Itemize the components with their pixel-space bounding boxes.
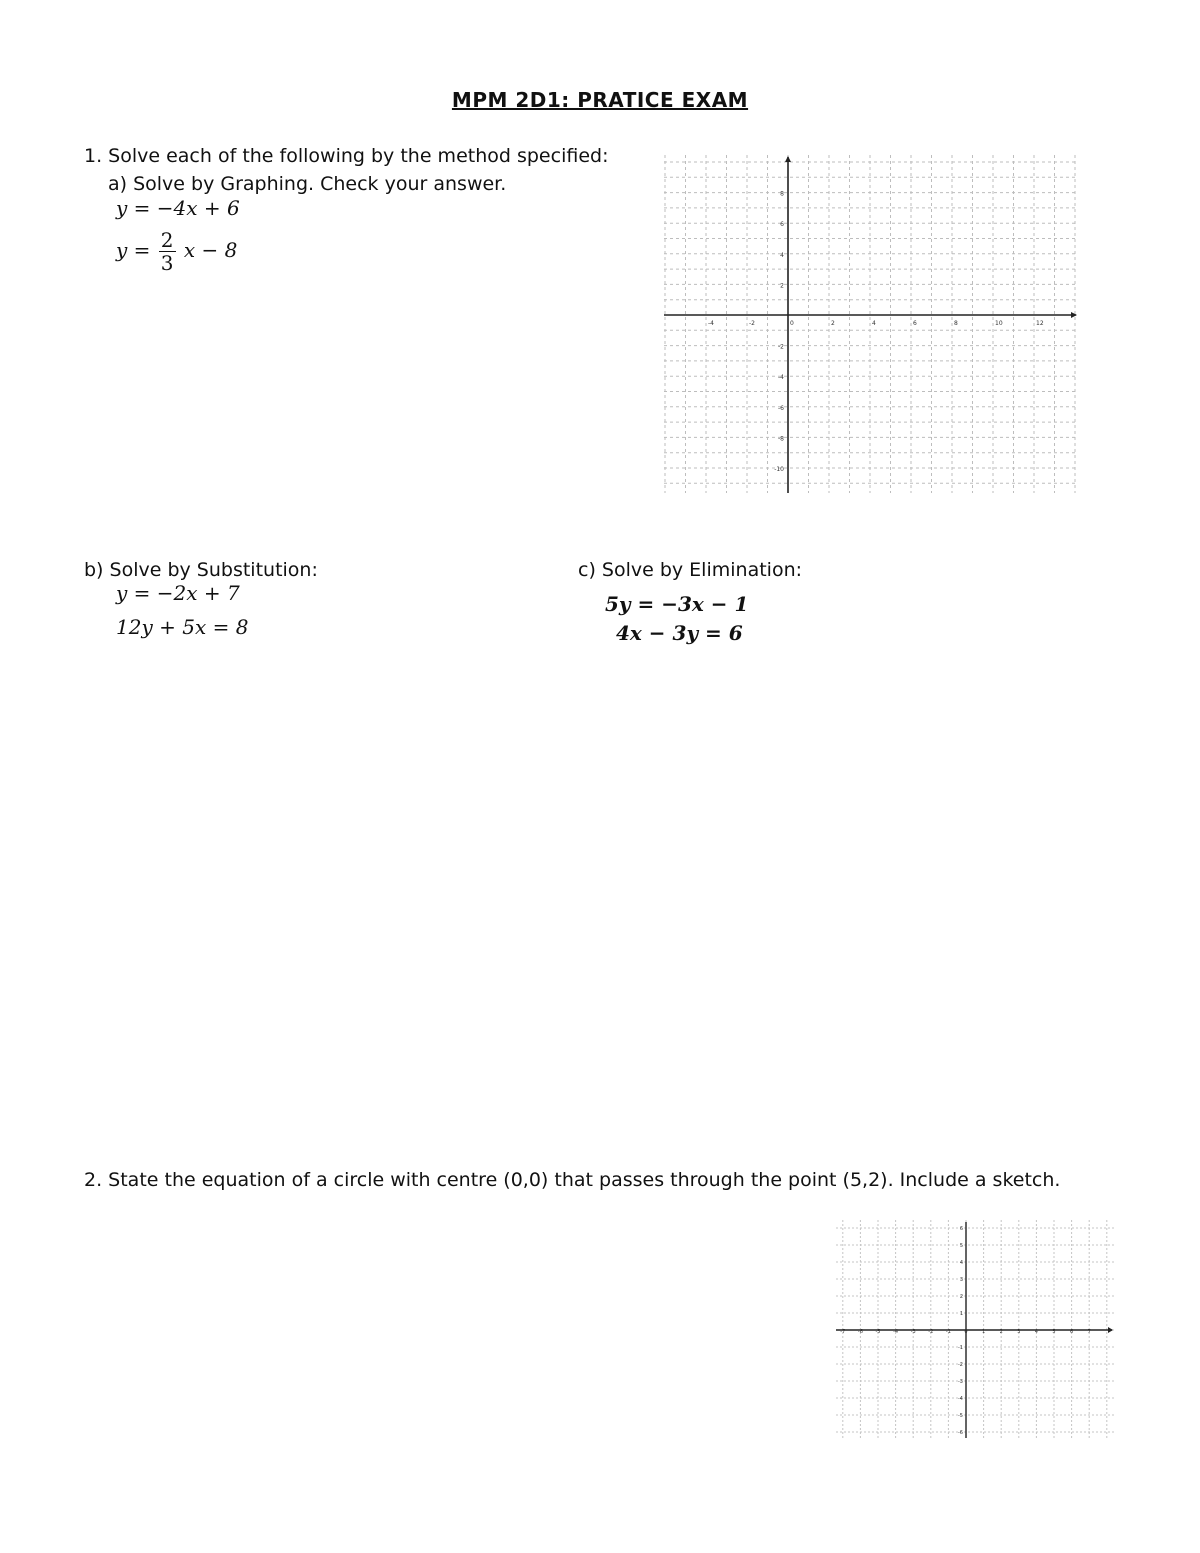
y-tick-label: -6 — [778, 404, 784, 412]
y-tick-label: 1 — [959, 1311, 963, 1317]
x-tick-label: 1 — [982, 1329, 986, 1335]
x-tick-label: 4 — [872, 320, 876, 327]
part-b-equation-2: 12y + 5x = 8 — [116, 615, 249, 639]
coordinate-grid-2 — [836, 1220, 1114, 1438]
y-tick-label: 3 — [959, 1277, 963, 1283]
x-tick-label: 6 — [913, 320, 917, 327]
y-tick-label: -8 — [778, 435, 784, 443]
x-tick-label: -6 — [857, 1329, 863, 1335]
y-tick-label: 6 — [780, 221, 784, 229]
x-tick-label: 10 — [995, 320, 1003, 327]
coordinate-grid-1 — [664, 155, 1078, 493]
x-tick-label: 3 — [1017, 1329, 1021, 1335]
y-axis-arrow-icon — [785, 156, 791, 162]
grid-lines — [664, 155, 1078, 493]
y-tick-label: -5 — [958, 1413, 963, 1419]
x-axis-arrow-icon — [1108, 1327, 1113, 1333]
question-1-stem: 1. Solve each of the following by the method specified: — [84, 145, 609, 167]
x-tick-label: 0 — [790, 320, 794, 327]
x-tick-label: -2 — [928, 1329, 934, 1335]
x-tick-label: 4 — [1034, 1329, 1038, 1335]
x-tick-label: -4 — [708, 320, 714, 327]
y-tick-label: 4 — [780, 251, 784, 259]
y-tick-label: 2 — [780, 282, 784, 290]
part-b-label: b) Solve by Substitution: — [84, 559, 318, 581]
x-tick-label: 12 — [1036, 320, 1044, 327]
part-a-equation-1: y = −4x + 6 — [116, 196, 240, 220]
part-a-equation-2-lhs: y = — [116, 238, 151, 262]
part-c-equation-2: 4x − 3y = 6 — [616, 621, 743, 645]
x-tick-label: 8 — [954, 320, 958, 327]
part-a-label: a) Solve by Graphing. Check your answer. — [108, 173, 507, 195]
x-axis-arrow-icon — [1071, 312, 1077, 318]
question-2-text: 2. State the equation of a circle with centre (0,0) that passes through the point (5,2). Include a sketch. — [84, 1169, 1061, 1191]
x-tick-label: -1 — [945, 1329, 951, 1335]
y-tick-label: -4 — [958, 1396, 963, 1402]
part-c-equation-1: 5y = −3x − 1 — [605, 592, 749, 616]
y-tick-label: 2 — [959, 1294, 963, 1300]
part-b-equation-1: y = −2x + 7 — [116, 581, 240, 605]
x-tick-label: -2 — [749, 320, 755, 327]
x-tick-label: -7 — [840, 1329, 846, 1335]
y-tick-label: -2 — [958, 1362, 963, 1368]
page-title: MPM 2D1: PRATICE EXAM — [451, 88, 749, 112]
y-tick-label: -2 — [778, 343, 784, 351]
x-tick-label: 5 — [1052, 1329, 1056, 1335]
x-tick-label: -3 — [910, 1329, 916, 1335]
fraction-numerator: 2 — [160, 228, 174, 252]
y-tick-label: -4 — [778, 374, 784, 382]
x-tick-label: -5 — [875, 1329, 881, 1335]
x-tick-label: 2 — [831, 320, 835, 327]
y-tick-label: 6 — [959, 1226, 963, 1232]
y-tick-label: 4 — [959, 1260, 963, 1266]
x-tick-label: 6 — [1070, 1329, 1074, 1335]
y-tick-label: 8 — [780, 190, 784, 198]
y-tick-label: -6 — [958, 1430, 963, 1436]
part-a-equation-2 — [116, 229, 237, 274]
y-tick-label: -3 — [958, 1379, 963, 1385]
x-tick-label: 7 — [1087, 1329, 1091, 1335]
fraction — [159, 229, 176, 274]
part-c-label: c) Solve by Elimination: — [578, 559, 803, 581]
x-tick-label: -4 — [893, 1329, 899, 1335]
y-tick-label: 5 — [959, 1243, 963, 1249]
x-tick-label: 0 — [964, 1329, 968, 1335]
y-tick-label: -1 — [958, 1345, 963, 1351]
part-a-equation-2-rhs: x − 8 — [183, 238, 238, 262]
x-tick-label: 2 — [999, 1329, 1003, 1335]
y-tick-label: -10 — [774, 466, 784, 473]
fraction-denominator: 3 — [160, 251, 174, 275]
